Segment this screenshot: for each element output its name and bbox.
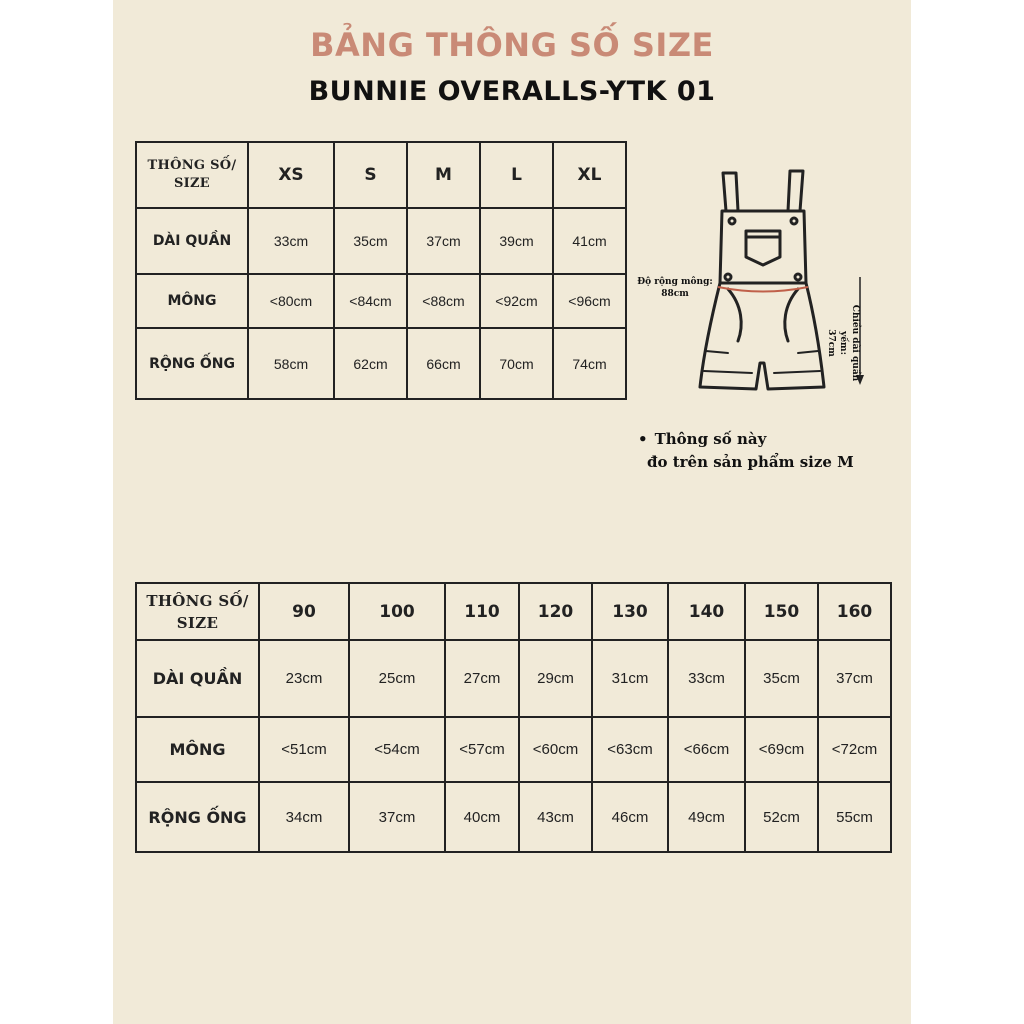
table-cell: <88cm: [407, 274, 480, 328]
table-header-row: [136, 583, 891, 640]
size-header: 90: [259, 583, 349, 640]
table-row: [136, 782, 891, 852]
table-cell: 66cm: [407, 328, 480, 399]
table-header-row: [136, 142, 626, 208]
size-chart-page: [113, 0, 911, 1024]
table-cell: <80cm: [248, 274, 334, 328]
table-row: [136, 274, 626, 328]
row-label: MÔNG: [136, 274, 248, 328]
row-label: DÀI QUẦN: [136, 208, 248, 274]
table-cell: 23cm: [259, 640, 349, 717]
table-cell: 34cm: [259, 782, 349, 852]
size-header: 110: [445, 583, 519, 640]
size-header: 150: [745, 583, 818, 640]
length-measurement-label: Chiều dài quần yếm: 37cm: [826, 304, 860, 382]
hip-measurement-label: Độ rộng mông: 88cm: [637, 277, 713, 299]
row-label: RỘNG ỐNG: [136, 782, 259, 852]
table-cell: <66cm: [668, 717, 745, 782]
row-label: DÀI QUẦN: [136, 640, 259, 717]
table-row: [136, 208, 626, 274]
row-label: MÔNG: [136, 717, 259, 782]
table-cell: 25cm: [349, 640, 445, 717]
table-cell: 27cm: [445, 640, 519, 717]
table-cell: 58cm: [248, 328, 334, 399]
table-row: [136, 717, 891, 782]
table-cell: <57cm: [445, 717, 519, 782]
size-header: 100: [349, 583, 445, 640]
table-cell: 49cm: [668, 782, 745, 852]
bullet-icon: •: [638, 430, 648, 448]
measurement-note: • Thông số này đo trên sản phẩm size M: [638, 430, 854, 471]
size-header: 130: [592, 583, 668, 640]
table-cell: 55cm: [818, 782, 891, 852]
table-cell: <51cm: [259, 717, 349, 782]
table-cell: <54cm: [349, 717, 445, 782]
table-cell: <84cm: [334, 274, 407, 328]
table-cell: 31cm: [592, 640, 668, 717]
size-header: XL: [553, 142, 626, 208]
table-row: [136, 640, 891, 717]
table-cell: 70cm: [480, 328, 553, 399]
size-header: 160: [818, 583, 891, 640]
adult-size-table: [135, 141, 627, 400]
page-title: BẢNG THÔNG SỐ SIZE: [310, 26, 714, 64]
table-cell: <69cm: [745, 717, 818, 782]
table-cell: 52cm: [745, 782, 818, 852]
size-header: XS: [248, 142, 334, 208]
table-corner-header: THÔNG SỐ/ SIZE: [136, 142, 248, 208]
table-cell: 33cm: [668, 640, 745, 717]
size-header: S: [334, 142, 407, 208]
table-cell: 33cm: [248, 208, 334, 274]
table-cell: 62cm: [334, 328, 407, 399]
size-header: 140: [668, 583, 745, 640]
table-cell: <92cm: [480, 274, 553, 328]
table-cell: 35cm: [334, 208, 407, 274]
row-label: RỘNG ỐNG: [136, 328, 248, 399]
table-cell: 43cm: [519, 782, 592, 852]
table-corner-header: THÔNG SỐ/ SIZE: [136, 583, 259, 640]
size-header: 120: [519, 583, 592, 640]
table-cell: <63cm: [592, 717, 668, 782]
table-cell: 41cm: [553, 208, 626, 274]
table-cell: 46cm: [592, 782, 668, 852]
table-cell: 37cm: [818, 640, 891, 717]
table-row: [136, 328, 626, 399]
table-cell: <60cm: [519, 717, 592, 782]
size-header: L: [480, 142, 553, 208]
table-cell: 35cm: [745, 640, 818, 717]
table-cell: 39cm: [480, 208, 553, 274]
table-cell: 40cm: [445, 782, 519, 852]
size-header: M: [407, 142, 480, 208]
table-cell: 37cm: [349, 782, 445, 852]
overalls-illustration: [698, 165, 898, 405]
kids-size-table: [135, 582, 892, 853]
table-cell: 29cm: [519, 640, 592, 717]
table-cell: 37cm: [407, 208, 480, 274]
table-cell: <96cm: [553, 274, 626, 328]
table-cell: <72cm: [818, 717, 891, 782]
table-cell: 74cm: [553, 328, 626, 399]
product-name: BUNNIE OVERALLS-YTK 01: [308, 76, 716, 107]
